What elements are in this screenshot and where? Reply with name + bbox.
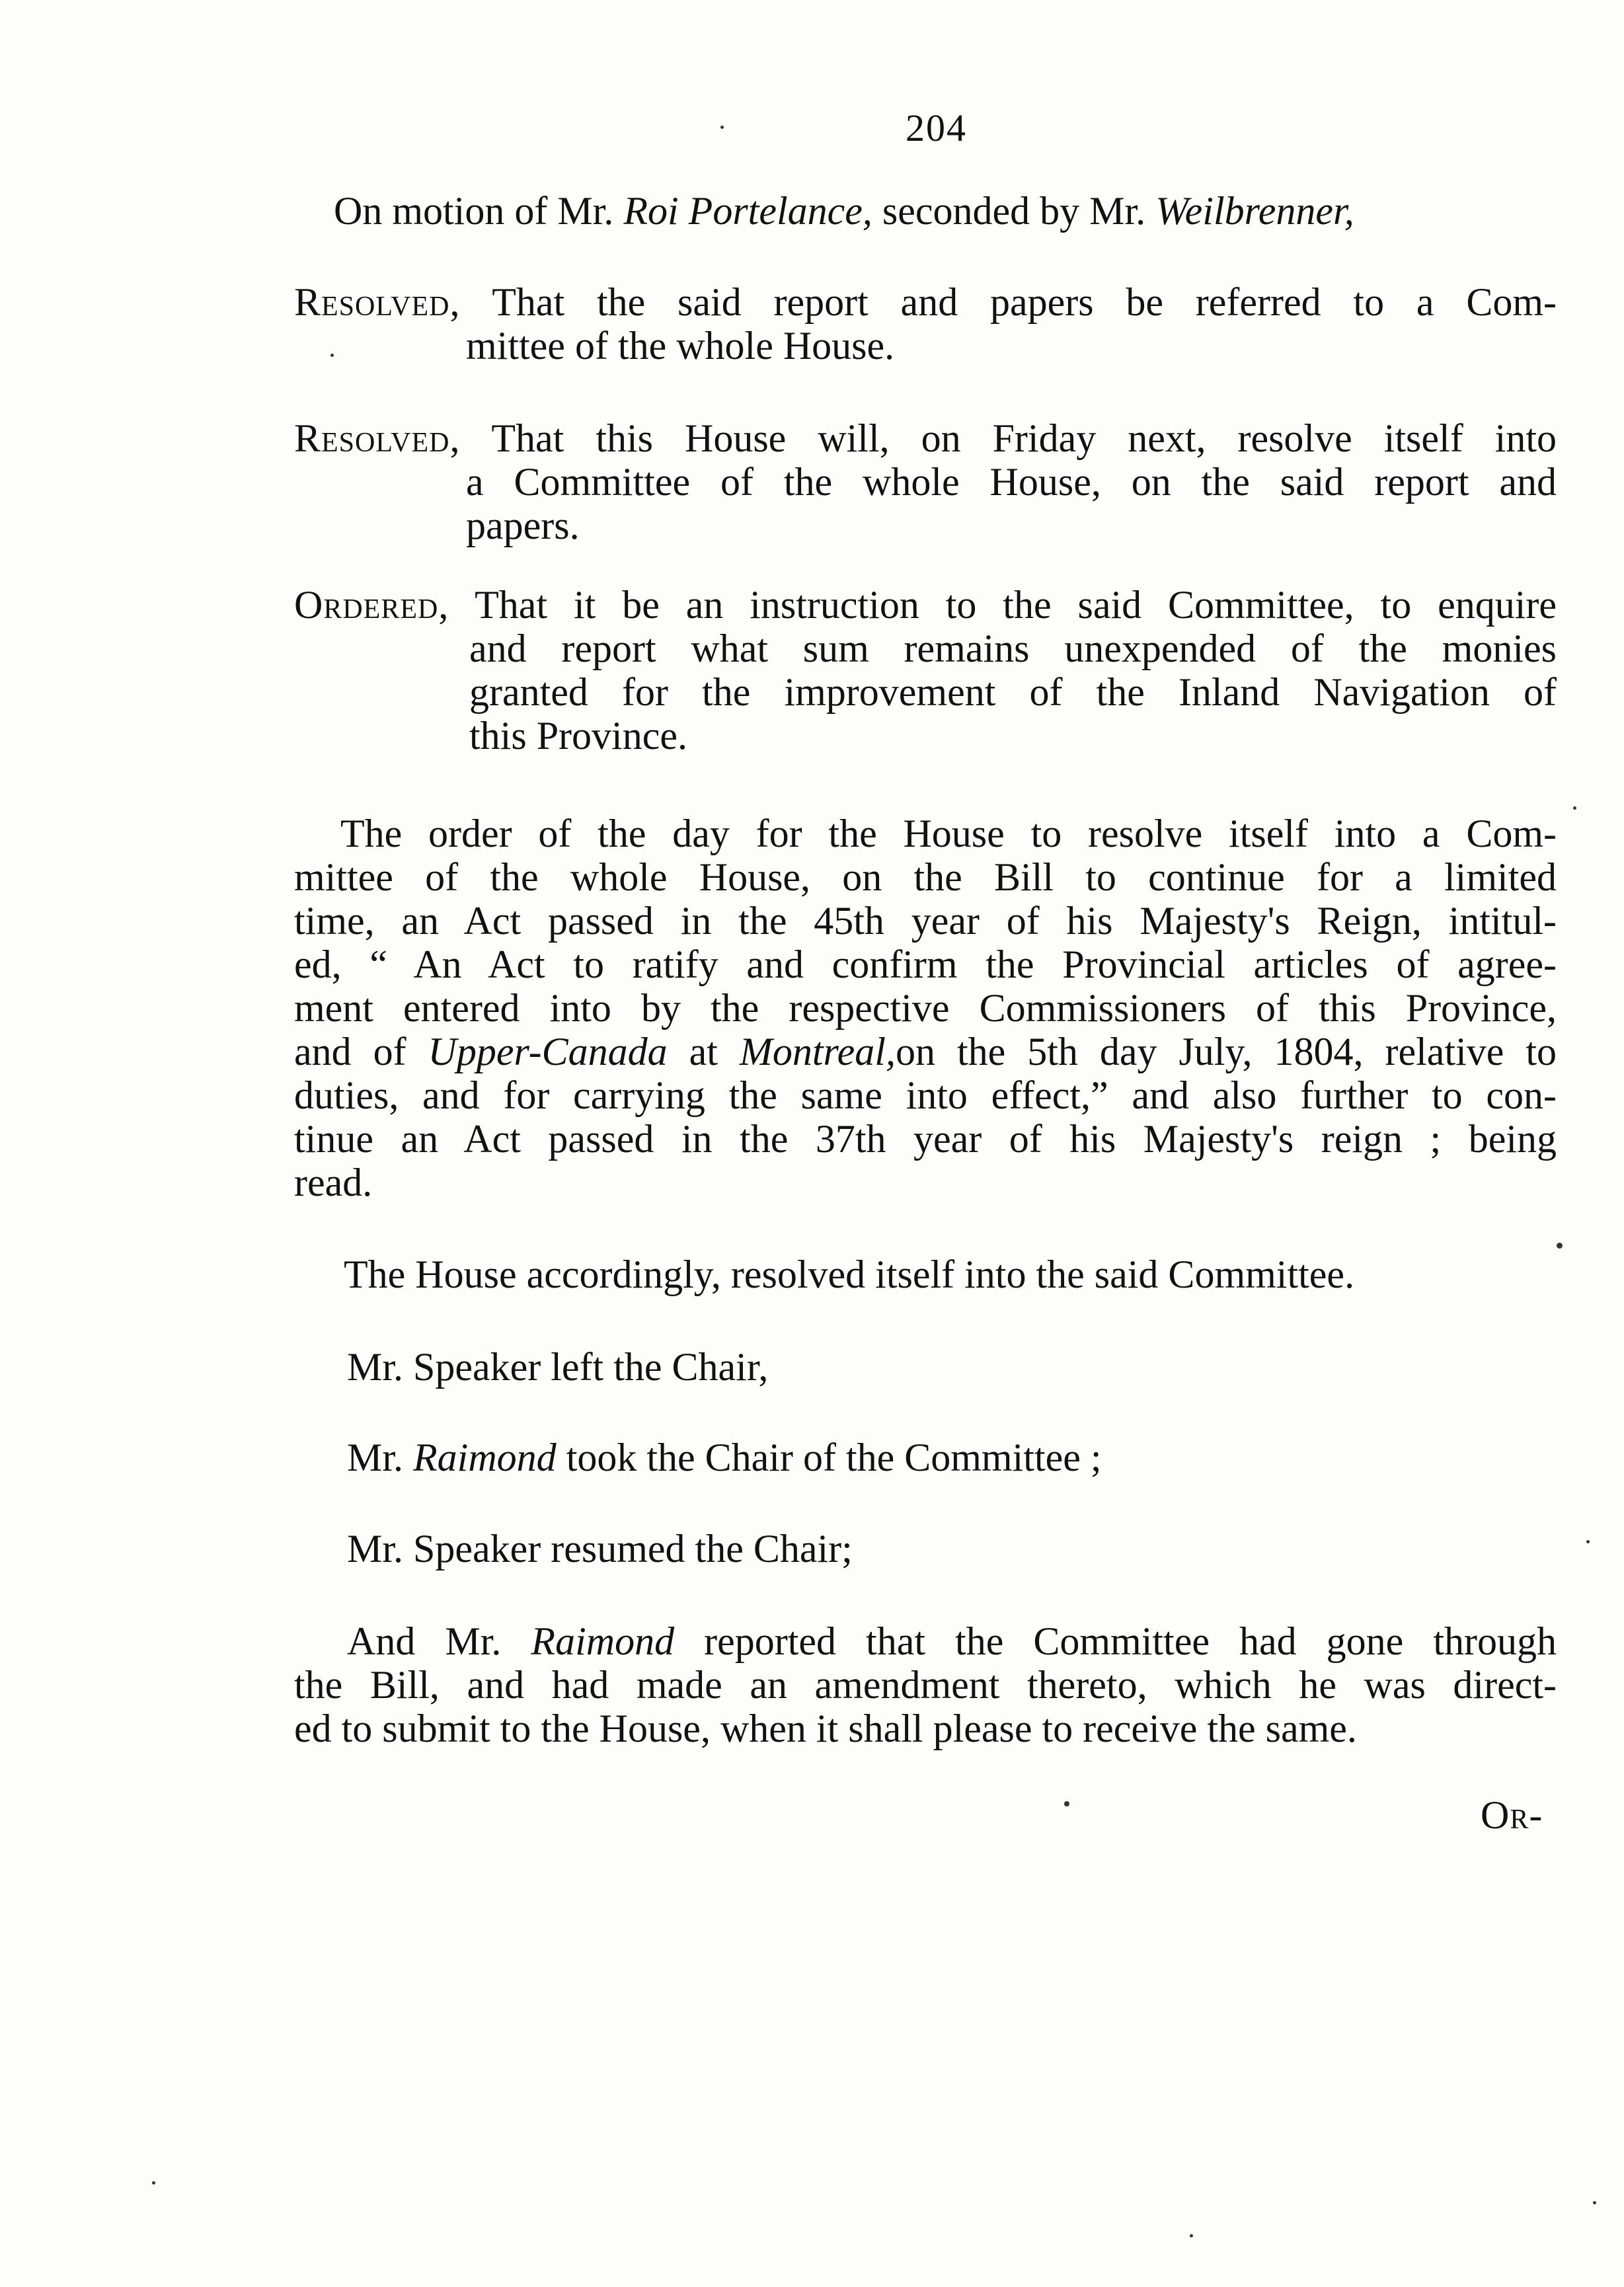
speaker-left-line: Mr. Speaker left the Chair,	[347, 1345, 769, 1389]
order-line2: mittee of the whole House, on the Bill to continue for a limited	[294, 855, 1557, 899]
order-of-day-paragraph	[294, 812, 1557, 1204]
catchword: Or-	[1481, 1793, 1543, 1837]
scan-speck	[1064, 1801, 1069, 1806]
order-line5: ment entered into by the respective Commissioners of this Province,	[294, 986, 1557, 1030]
motion-line	[334, 189, 1557, 233]
order-line9: read.	[294, 1161, 373, 1204]
place-upper-canada: Upper-Canada	[428, 1030, 668, 1073]
house-resolved-line: The House accordingly, resolved itself into the said Committee.	[344, 1253, 1355, 1296]
ordered-paragraph	[294, 583, 1557, 627]
ordered-line4: this Province.	[469, 714, 687, 757]
report-line3: ed to submit to the House, when it shall please to receive the same.	[294, 1707, 1357, 1750]
order-line4: ed, “ An Act to ratify and confirm the Provincial articles of agree-	[294, 943, 1557, 986]
scan-speck	[1557, 1243, 1563, 1249]
resolved2-line2: a Committee of the whole House, on the said report and	[466, 460, 1557, 504]
report-line1: And Mr. Raimond reported that the Committee had gone through	[347, 1619, 1557, 1663]
scan-speck	[330, 354, 334, 357]
name-raimond-report: Raimond	[531, 1619, 675, 1663]
motion-prefix: On motion of Mr.	[334, 189, 614, 233]
resolved2-line3: papers.	[466, 504, 580, 547]
ordered-line3: granted for the improvement of the Inland Navigation of	[469, 670, 1557, 714]
motion-mover: Roi Portelance,	[623, 189, 872, 233]
raimond-chair-line: Mr. Raimond took the Chair of the Committee ;	[347, 1436, 1102, 1479]
place-montreal: Montreal,	[739, 1030, 896, 1073]
resolved-label: Resolved,	[294, 280, 461, 324]
scan-speck	[1593, 2201, 1596, 2204]
resolved-paragraph-2	[294, 416, 1557, 460]
scan-speck	[152, 2181, 155, 2185]
ordered-label: Ordered,	[294, 583, 449, 627]
ordered-paragraph-cont	[469, 627, 1557, 757]
resolved2-line1: That this House will, on Friday next, resolve itself into	[491, 416, 1557, 460]
resolved1-line1: That the said report and papers be referred to a Com-	[492, 280, 1557, 324]
scan-speck	[1190, 2234, 1193, 2237]
motion-mid: seconded by Mr.	[882, 189, 1146, 233]
resolved-paragraph-1	[294, 280, 1557, 324]
order-line6: and of Upper-Canada at Montreal,on the 5th day July, 1804, relative to	[294, 1030, 1557, 1073]
motion-seconder: Weilbrenner,	[1155, 189, 1354, 233]
page-number: 204	[906, 106, 967, 149]
report-line2: the Bill, and had made an amendment thereto, which he was direct-	[294, 1663, 1557, 1707]
name-raimond: Raimond	[413, 1436, 557, 1479]
order-line8: tinue an Act passed in the 37th year of his Majesty's reign ; being	[294, 1117, 1557, 1161]
resolved1-line2: mittee of the whole House.	[466, 324, 895, 368]
order-line3: time, an Act passed in the 45th year of his Majesty's Reign, intitul-	[294, 899, 1557, 943]
order-line7: duties, and for carrying the same into effect,” and also further to con-	[294, 1073, 1557, 1117]
ordered-line2: and report what sum remains unexpended of the monies	[469, 627, 1557, 670]
scan-speck	[720, 126, 724, 129]
resolved-label: Resolved,	[294, 416, 461, 460]
scan-speck	[1586, 1540, 1590, 1543]
speaker-resumed-line: Mr. Speaker resumed the Chair;	[347, 1527, 853, 1570]
resolved-paragraph-1-cont	[466, 324, 1557, 368]
scan-speck	[1573, 806, 1576, 810]
ordered-line1: That it be an instruction to the said Committee, to enquire	[475, 583, 1557, 627]
report-paragraph	[294, 1619, 1557, 1750]
resolved-paragraph-2-cont	[466, 460, 1557, 547]
order-line1: The order of the day for the House to resolve itself into a Com-	[340, 812, 1557, 855]
